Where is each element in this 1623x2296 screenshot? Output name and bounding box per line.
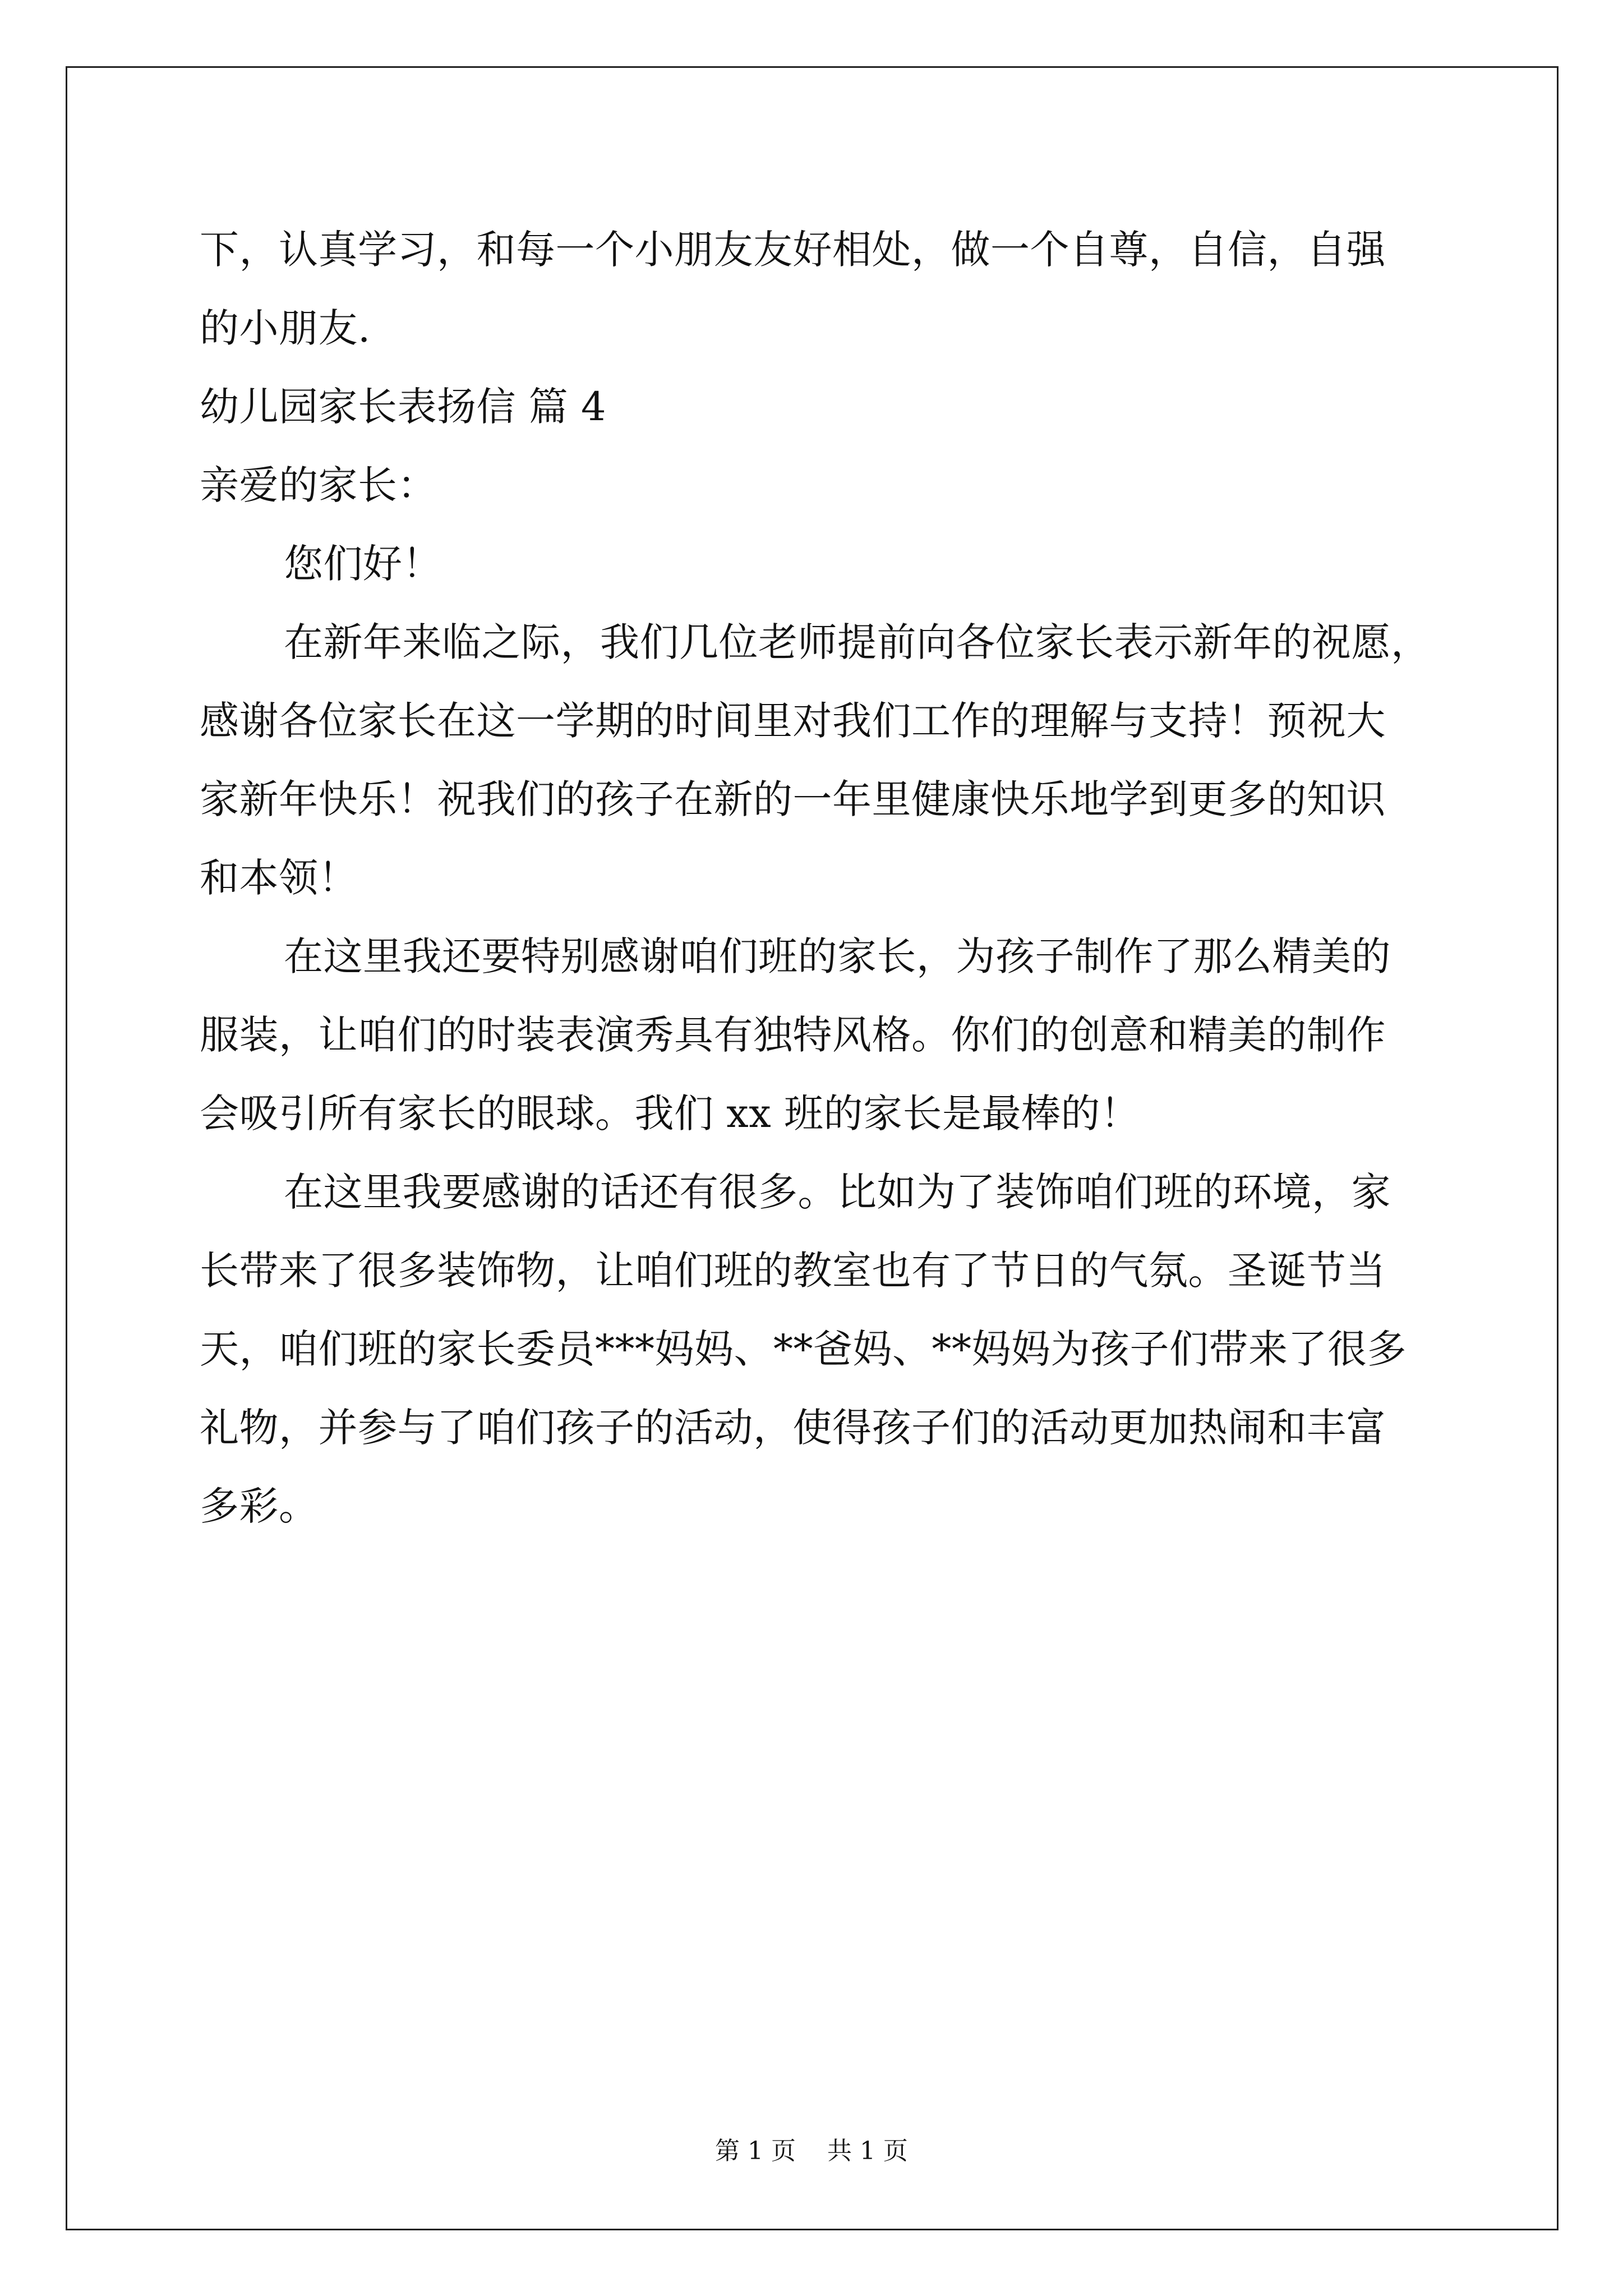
text-line: 在这里我还要特别感谢咱们班的家长，为孩子制作了那么精美的	[284, 933, 1391, 979]
text-line: 礼物，并参与了咱们孩子的活动，使得孩子们的活动更加热闹和丰富	[200, 1405, 1386, 1451]
text-line: 和本领！	[200, 855, 358, 901]
greeting: 您们好！	[284, 541, 442, 587]
page-number: 第 1 页	[715, 2137, 796, 2165]
section-heading: 幼儿园家长表扬信 篇 4	[200, 384, 607, 430]
text-line: 在这里我要感谢的话还有很多。比如为了装饰咱们班的环境，家	[284, 1169, 1391, 1215]
text-line: 在新年来临之际，我们几位老师提前向各位家长表示新年的祝愿，	[284, 619, 1431, 665]
text-line: 服装，让咱们的时装表演秀具有独特风格。你们的创意和精美的制作	[200, 1012, 1386, 1058]
text-line: 感谢各位家长在这一学期的时间里对我们工作的理解与支持！预祝大	[200, 698, 1386, 744]
page-footer	[0, 2134, 1623, 2168]
text-line: 多彩。	[200, 1483, 319, 1529]
text-line: 会吸引所有家长的眼球。我们 xx 班的家长是最棒的！	[200, 1091, 1140, 1137]
text-line: 下，认真学习，和每一个小朋友友好相处，做一个自尊，自信，自强	[200, 227, 1386, 273]
text-line: 的小朋友.	[200, 305, 371, 351]
text-line: 天，咱们班的家长委员***妈妈、**爸妈、**妈妈为孩子们带来了很多	[200, 1326, 1407, 1372]
text-line: 长带来了很多装饰物，让咱们班的教室也有了节日的气氛。圣诞节当	[200, 1248, 1386, 1294]
text-line: 家新年快乐！祝我们的孩子在新的一年里健康快乐地学到更多的知识	[200, 776, 1386, 822]
salutation: 亲爱的家长：	[200, 462, 437, 508]
page-total: 共 1 页	[827, 2137, 908, 2165]
